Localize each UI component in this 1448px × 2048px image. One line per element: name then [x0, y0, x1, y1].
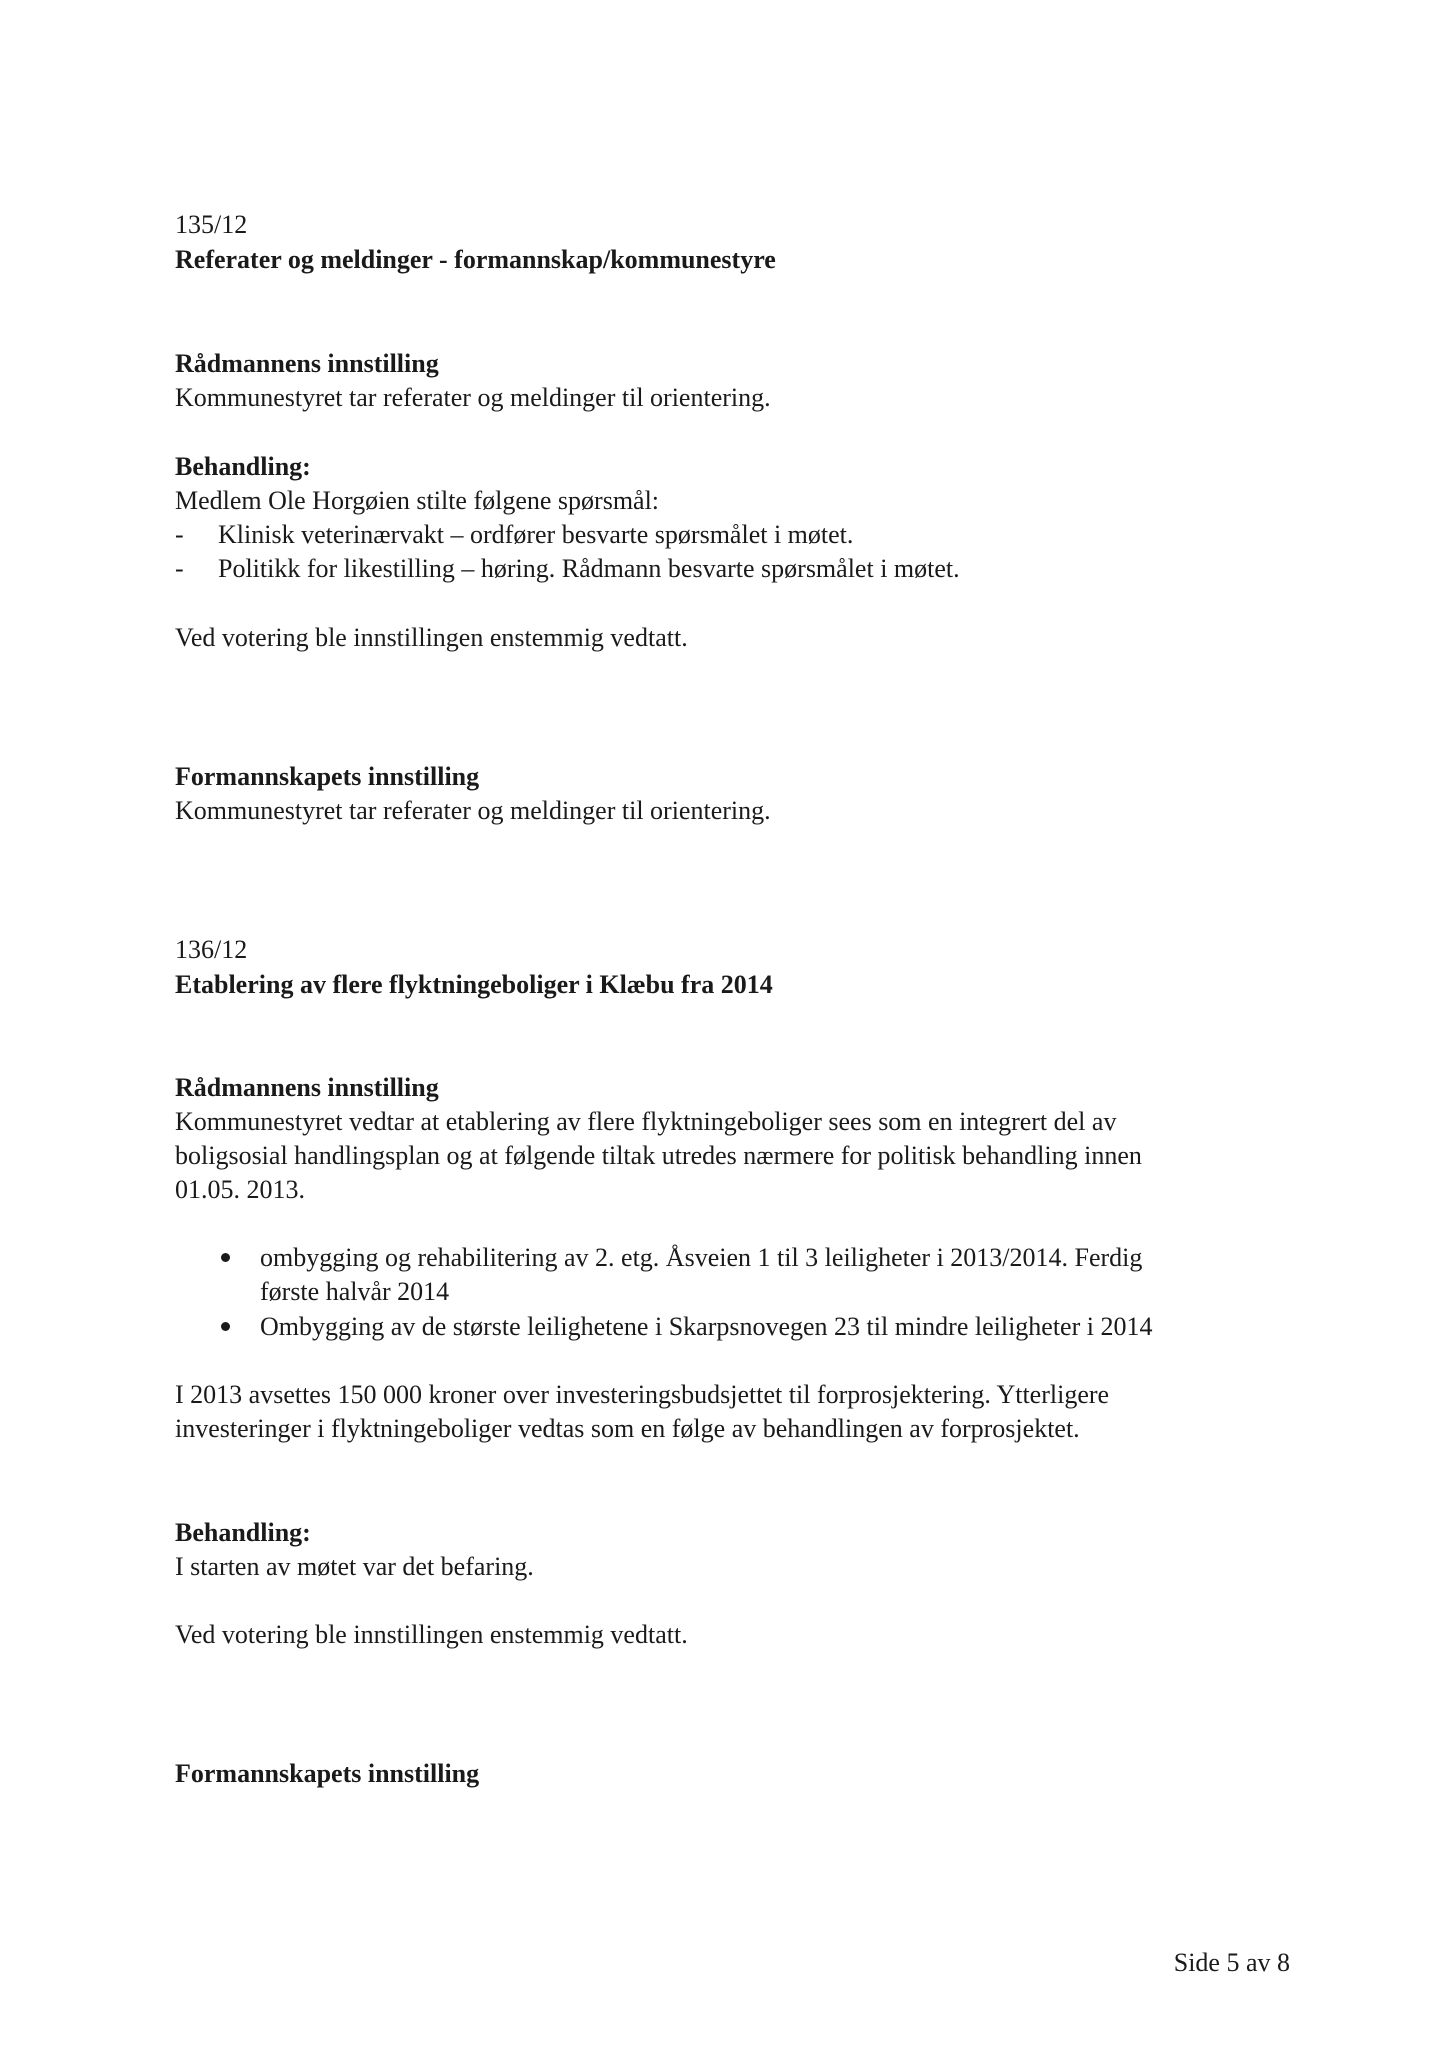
radmann-heading: Rådmannens innstilling	[175, 1073, 439, 1102]
behandling-heading: Behandling:	[175, 1518, 311, 1547]
bullet-icon	[221, 1253, 230, 1262]
case-title: Etablering av flere flyktningeboliger i Klæbu fra 2014	[175, 970, 773, 999]
bullet-icon	[221, 1322, 230, 1331]
radmann-text-line: boligsosial handlingsplan og at følgende tiltak utredes nærmere for politisk behandling innen	[175, 1141, 1142, 1170]
bullet-item-continuation: første halvår 2014	[260, 1277, 450, 1306]
behandling-text: I starten av møtet var det befaring.	[175, 1552, 534, 1581]
dash-marker: -	[175, 520, 184, 549]
radmann-text-line: 01.05. 2013.	[175, 1175, 305, 1204]
investment-text-line: I 2013 avsettes 150 000 kroner over investeringsbudsjettet til forprosjektering. Ytterligere	[175, 1380, 1110, 1409]
case-number: 136/12	[175, 935, 248, 964]
radmann-text-line: Kommunestyret vedtar at etablering av flere flyktningeboliger sees som en integrert del av	[175, 1107, 1117, 1136]
votering-text: Ved votering ble innstillingen enstemmig vedtatt.	[175, 623, 688, 652]
formannskap-text: Kommunestyret tar referater og meldinger til orientering.	[175, 796, 771, 825]
dash-list-item: Politikk for likestilling – høring. Rådmann besvarte spørsmålet i møtet.	[218, 554, 960, 583]
votering-text: Ved votering ble innstillingen enstemmig vedtatt.	[175, 1620, 688, 1649]
bullet-item: ombygging og rehabilitering av 2. etg. Åsveien 1 til 3 leiligheter i 2013/2014. Ferdig	[260, 1243, 1143, 1272]
behandling-intro: Medlem Ole Horgøien stilte følgene spørsmål:	[175, 486, 660, 515]
bullet-item: Ombygging av de største leilighetene i Skarpsnovegen 23 til mindre leiligheter i 2014	[260, 1312, 1153, 1341]
behandling-heading: Behandling:	[175, 452, 311, 481]
dash-list-item: Klinisk veterinærvakt – ordfører besvarte spørsmålet i møtet.	[218, 520, 854, 549]
formannskap-heading: Formannskapets innstilling	[175, 762, 480, 791]
dash-marker: -	[175, 554, 184, 583]
page-number: Side 5 av 8	[1173, 1948, 1290, 1977]
case-title: Referater og meldinger - formannskap/kommunestyre	[175, 245, 776, 274]
radmann-heading: Rådmannens innstilling	[175, 349, 439, 378]
investment-text-line: investeringer i flyktningeboliger vedtas som en følge av behandlingen av forprosjektet.	[175, 1414, 1080, 1443]
radmann-text: Kommunestyret tar referater og meldinger til orientering.	[175, 383, 771, 412]
case-number: 135/12	[175, 210, 248, 239]
formannskap-heading: Formannskapets innstilling	[175, 1759, 480, 1788]
